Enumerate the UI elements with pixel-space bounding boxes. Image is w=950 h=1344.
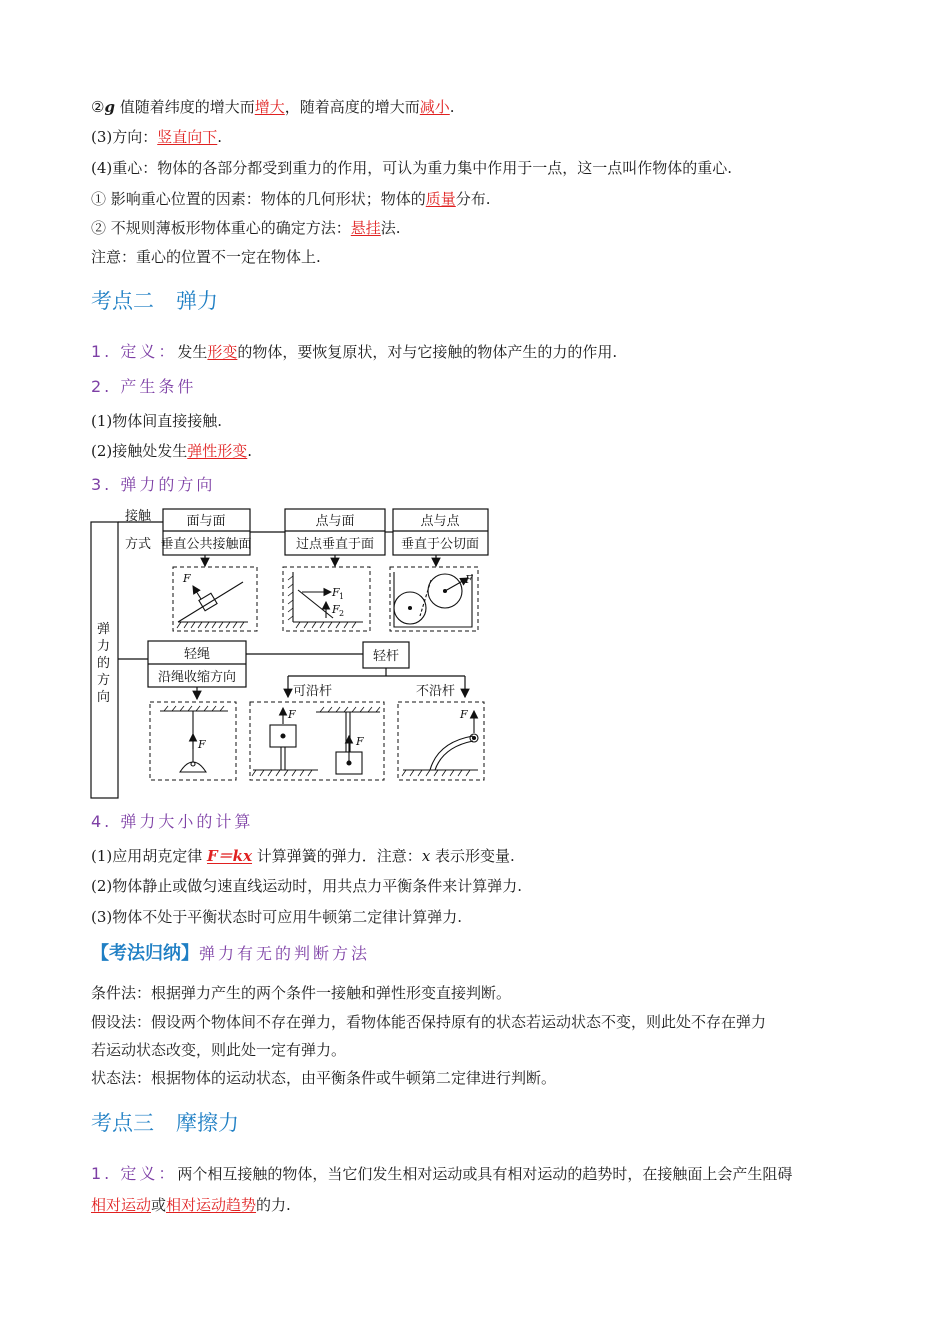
size-line-1 — [91, 846, 515, 866]
condition-1: (1)物体间直接接触. — [91, 412, 223, 430]
box-1-bottom: 垂直公共接触面 — [160, 537, 252, 552]
answer-relative-motion-trend: 相对运动趋势 — [166, 1196, 257, 1214]
size-line-3: (3)物体不处于平衡状态时可应用牛顿第二定律计算弹力. — [91, 908, 463, 926]
section-number: 考点二 — [91, 289, 154, 313]
factor-line — [91, 189, 491, 209]
text: 两个相互接触的物体，当它们发生相对运动或具有相对运动的趋势时，在接触面上会产生阻碍 — [177, 1165, 793, 1183]
g-variation-line — [91, 97, 455, 117]
answer-elastic-deformation: 弹性形变 — [187, 442, 248, 460]
method-title: 弹力有无的判断方法 — [199, 944, 371, 963]
rope-bottom: 沿绳收缩方向 — [157, 670, 237, 685]
section-heading-friction — [91, 1109, 239, 1137]
force-label-F2: F — [332, 603, 340, 616]
text: ① 影响重心位置的因素：物体的几何形状；物体的 — [91, 190, 426, 208]
text: (3)方向： — [91, 128, 158, 146]
force-label-F1: F — [332, 586, 340, 599]
friction-definition — [91, 1163, 792, 1185]
text: . — [217, 128, 223, 146]
text: 法. — [380, 219, 401, 237]
condition-title: 2. 产生条件 — [91, 377, 197, 396]
irregular-line — [91, 218, 401, 238]
definition-label: 1. 定义： — [91, 1164, 178, 1183]
text: 值随着纬度的增大而 — [114, 98, 255, 116]
force-label-5: F — [288, 708, 296, 721]
method-2b: 若运动状态改变，则此处一定有弹力。 — [91, 1041, 347, 1059]
x-symbol: x — [421, 847, 431, 865]
side-label-5: 向 — [97, 690, 111, 705]
box-1-top: 面与面 — [186, 514, 226, 529]
answer-vertical-down: 竖直向下 — [157, 128, 218, 146]
text: 分布. — [455, 190, 491, 208]
method-3: 状态法：根据物体的运动状态，由平衡条件或牛顿第二定律进行判断。 — [91, 1069, 557, 1087]
answer-deformation: 形变 — [207, 343, 238, 361]
section-heading-elastic — [91, 287, 218, 315]
condition-2 — [91, 441, 252, 461]
box-2-bottom: 过点垂直于面 — [295, 537, 375, 552]
mode-label: 方式 — [125, 537, 152, 552]
answer-mass: 质量 — [425, 190, 456, 208]
answer-hooke-law: F＝kx — [207, 847, 253, 865]
g-symbol: g — [104, 98, 115, 116]
force-label-6: F — [356, 735, 364, 748]
box-2-top: 点与面 — [315, 514, 355, 529]
direction-title: 3. 弹力的方向 — [91, 475, 216, 494]
text: ② 不规则薄板形物体重心的确定方法： — [91, 219, 351, 237]
circled-number: ② — [91, 98, 105, 116]
force-label-7: F — [460, 708, 468, 721]
text: (2)接触处发生 — [91, 442, 188, 460]
section-title: 弹力 — [176, 289, 218, 313]
center-of-gravity-line: (4)重心：物体的各部分都受到重力的作用，可认为重力集中作用于一点，这一点叫作物体的重心. — [91, 159, 733, 177]
section-title: 摩擦力 — [176, 1111, 239, 1135]
size-line-2: (2)物体静止或做匀速直线运动时，用共点力平衡条件来计算弹力. — [91, 877, 523, 895]
answer-hang: 悬挂 — [350, 219, 381, 237]
text: . — [247, 442, 253, 460]
method-2a: 假设法：假设两个物体间不存在弹力，看物体能否保持原有的状态若运动状态不变，则此处不存在弹力 — [91, 1013, 767, 1031]
rope-top: 轻绳 — [183, 647, 211, 662]
side-label-1: 弹 — [97, 622, 111, 637]
direction-line — [91, 127, 222, 147]
force-label-3: F — [465, 573, 473, 586]
definition-line — [91, 341, 617, 363]
box-3-top: 点与点 — [420, 514, 460, 529]
side-label-3: 的 — [97, 656, 111, 671]
size-title: 4. 弹力大小的计算 — [91, 812, 254, 831]
subscript-1: 1 — [339, 592, 345, 601]
rod-label: 轻杆 — [372, 649, 400, 664]
method-1: 条件法：根据弹力产生的两个条件一接触和弹性形变直接判断。 — [91, 984, 512, 1002]
text: (1)应用胡克定律 — [91, 847, 208, 865]
text: 表示形变量. — [430, 847, 515, 865]
contact-label: 接触 — [125, 509, 152, 524]
definition-label: 1. 定义： — [91, 342, 178, 361]
along-rod-label: 可沿杆 — [293, 684, 333, 699]
text: 发生 — [177, 343, 208, 361]
not-along-rod-label: 不沿杆 — [416, 684, 456, 699]
text: 计算弹簧的弹力．注意： — [252, 847, 422, 865]
side-label-2: 力 — [97, 639, 111, 654]
text: 的物体，要恢复原状，对与它接触的物体产生的力的作用. — [237, 343, 618, 361]
text: . — [449, 98, 455, 116]
subscript-2: 2 — [339, 609, 345, 618]
box-3-bottom: 垂直于公切面 — [400, 537, 480, 552]
answer-decrease: 减小 — [419, 98, 450, 116]
text: ，随着高度的增大而 — [284, 98, 420, 116]
side-label-4: 方 — [97, 673, 111, 688]
answer-relative-motion: 相对运动 — [91, 1196, 152, 1214]
force-label-1: F — [183, 572, 191, 585]
text: 或 — [151, 1196, 167, 1214]
friction-definition-cont — [91, 1195, 291, 1215]
method-tag: 【考法归纳】 — [91, 943, 199, 964]
elastic-direction-diagram — [88, 504, 498, 804]
section-number: 考点三 — [91, 1111, 154, 1135]
force-label-4: F — [198, 738, 206, 751]
method-heading — [91, 941, 370, 967]
note-line: 注意：重心的位置不一定在物体上. — [91, 248, 321, 266]
text: 的力. — [256, 1196, 291, 1214]
answer-increase: 增大 — [254, 98, 285, 116]
